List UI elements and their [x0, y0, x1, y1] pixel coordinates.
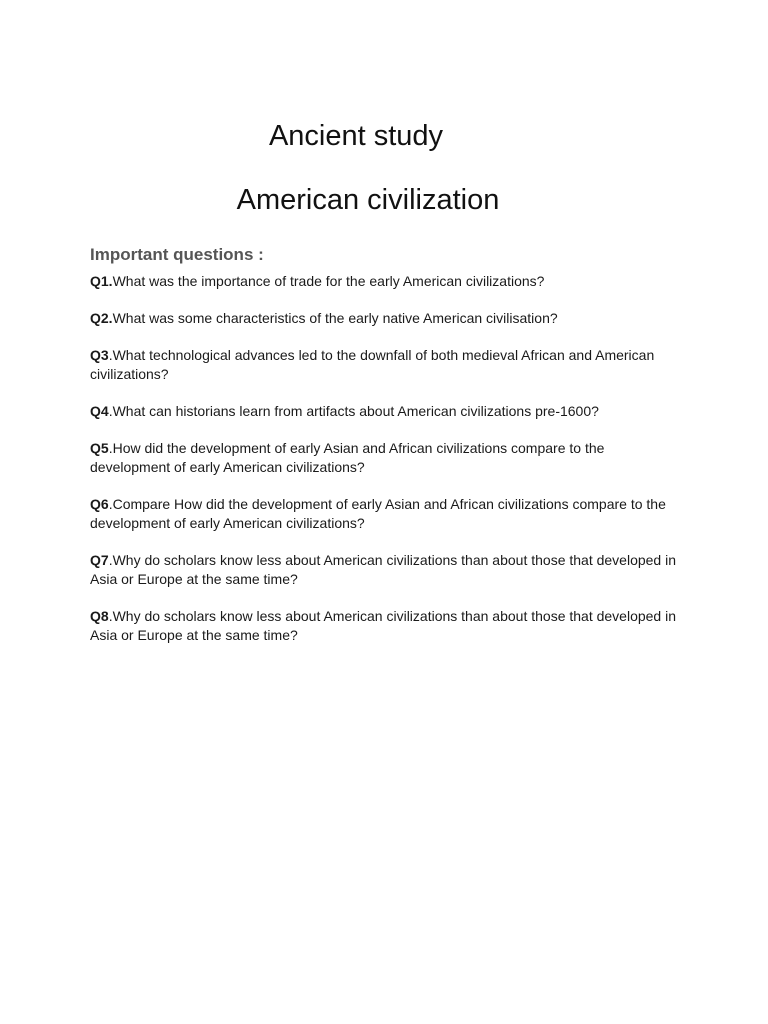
question-item-4 [90, 402, 680, 421]
question-text: .What can historians learn from artifacts about American civilizations pre-1600? [108, 403, 599, 419]
question-label: Q2. [90, 310, 113, 326]
question-item-6 [90, 495, 680, 533]
question-text: .Why do scholars know less about American civilizations than about those that developed in Asia or Europe at the same time? [90, 552, 677, 587]
question-label: Q6 [90, 496, 109, 512]
question-text: .What technological advances led to the downfall of both medieval African and American civilizations? [90, 347, 655, 382]
question-text: .Why do scholars know less about American civilizations than about those that developed in Asia or Europe at the same time? [90, 608, 677, 643]
question-item-1 [90, 272, 680, 291]
question-label: Q8 [90, 608, 109, 624]
question-label: Q5 [90, 440, 109, 456]
question-label: Q3 [90, 347, 109, 363]
question-item-7 [90, 551, 680, 589]
question-text: .How did the development of early Asian and African civilizations compare to the development of early American civilizations? [90, 440, 605, 475]
question-label: Q1. [90, 273, 113, 289]
question-item-5 [90, 439, 680, 477]
question-item-3 [90, 346, 680, 384]
question-text: What was the importance of trade for the early American civilizations? [112, 273, 545, 289]
question-text: .Compare How did the development of early Asian and African civilizations compare to the development of early American civilizations? [90, 496, 666, 531]
document-title: Ancient study [268, 120, 444, 152]
question-list [90, 272, 680, 663]
question-label: Q4 [90, 403, 109, 419]
question-item-2 [90, 309, 680, 328]
question-label: Q7 [90, 552, 109, 568]
question-text: What was some characteristics of the early native American civilisation? [112, 310, 558, 326]
section-heading: Important questions : [90, 245, 264, 264]
document-subtitle: American civilization [236, 184, 500, 216]
question-item-8 [90, 607, 680, 645]
